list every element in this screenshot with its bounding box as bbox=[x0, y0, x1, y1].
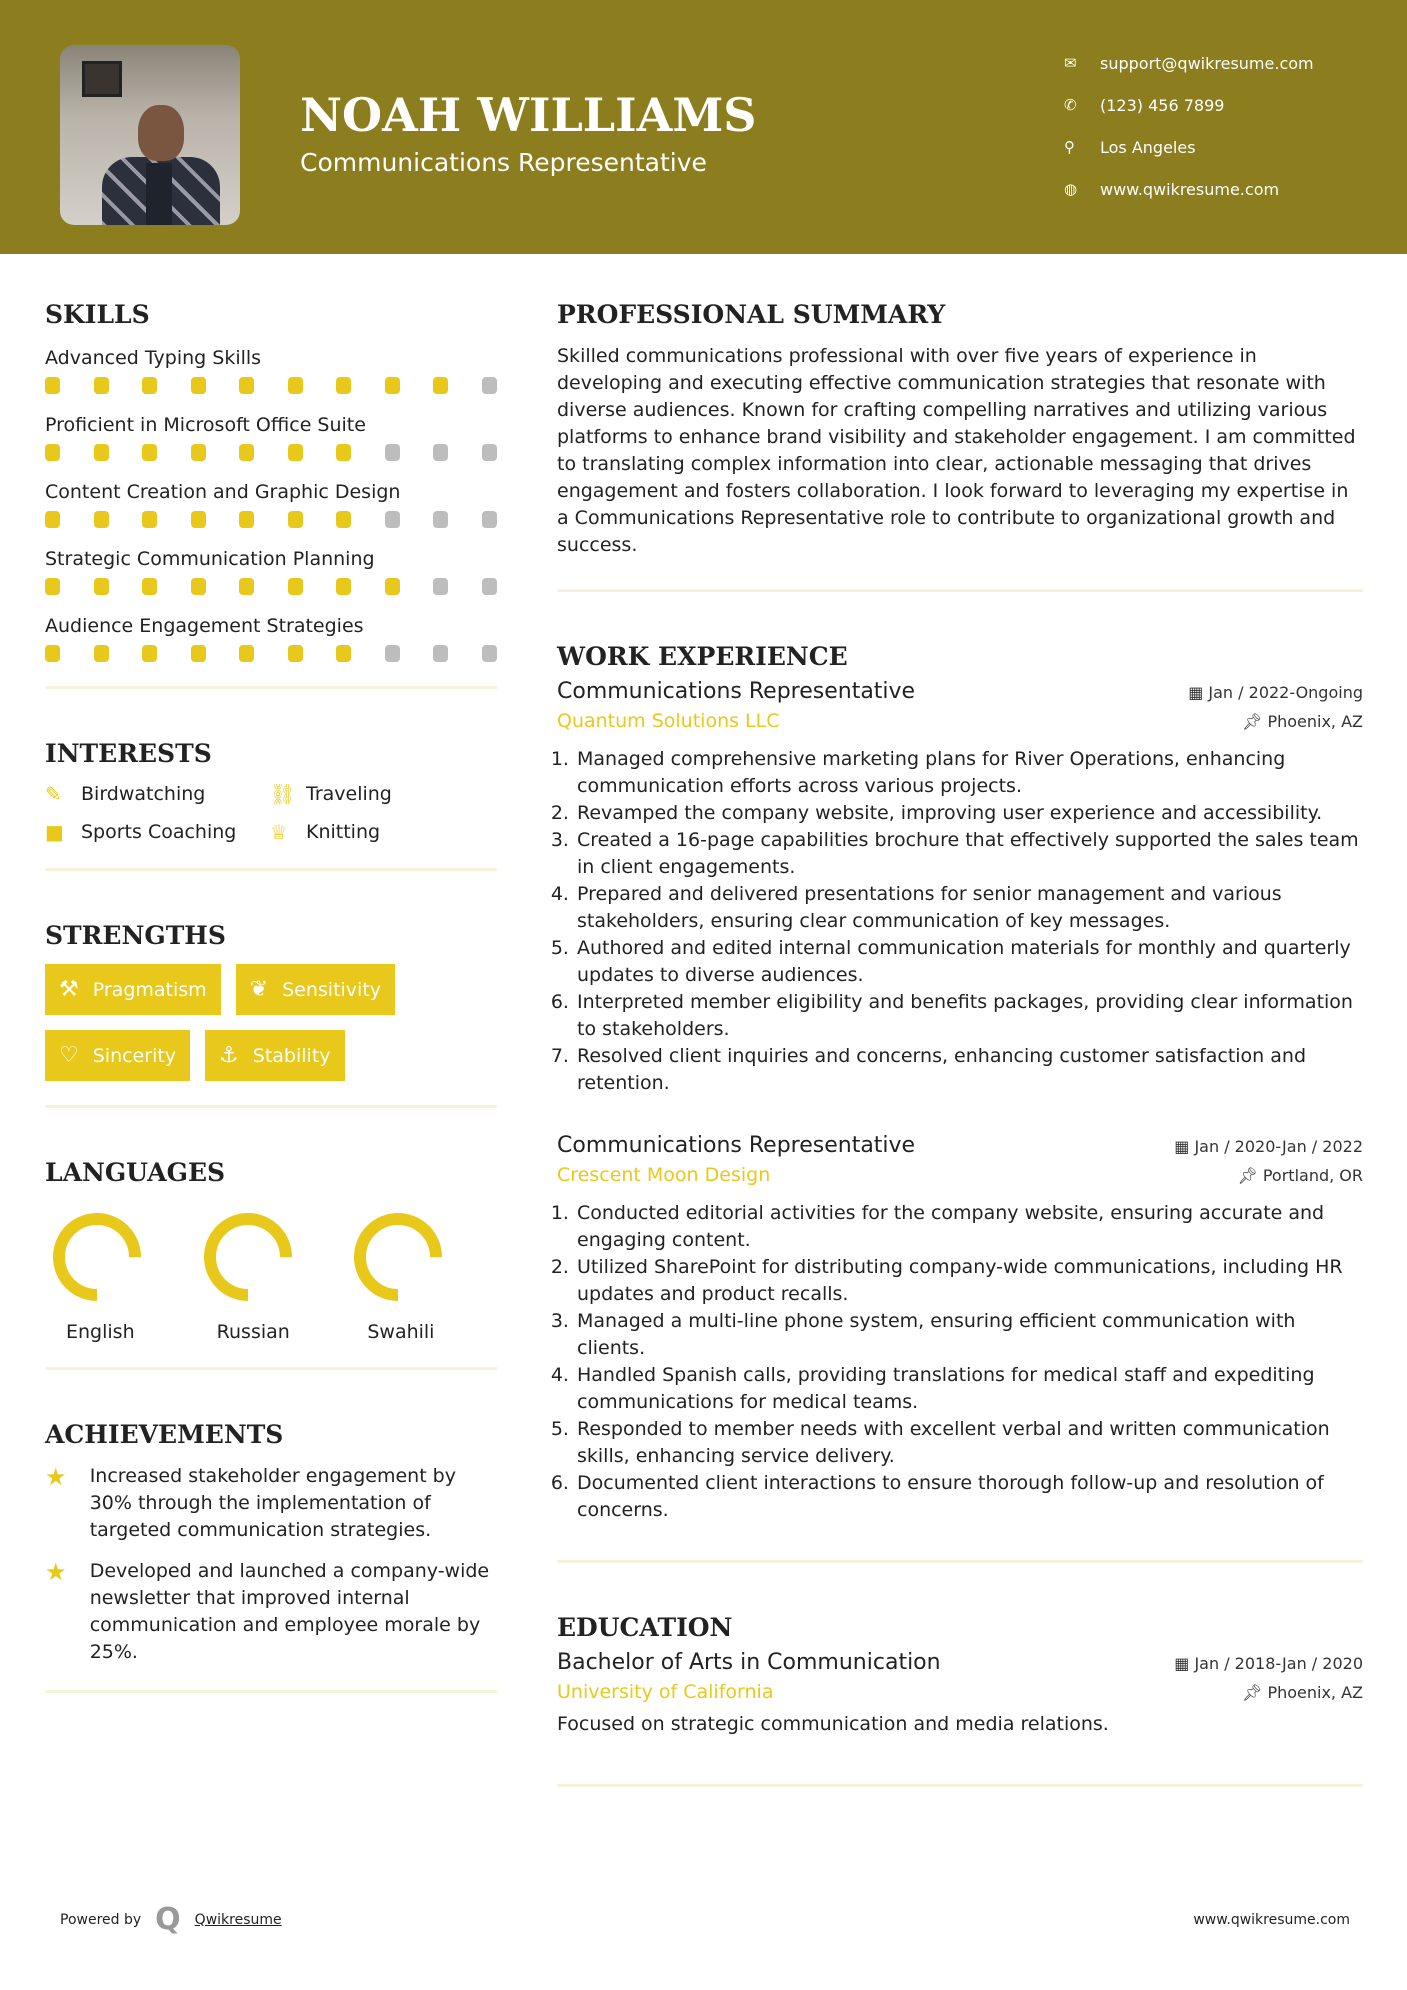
job-bullet: 7. Resolved client inquiries and concerns, enhancing customer satisfaction and retention. bbox=[575, 1043, 1363, 1097]
rating-dot-filled bbox=[191, 511, 206, 528]
divider bbox=[557, 589, 1363, 592]
job-bullet: 6. Documented client interactions to ensure thorough follow-up and resolution of concerns. bbox=[575, 1470, 1363, 1524]
summary-title: PROFESSIONAL SUMMARY bbox=[557, 300, 946, 329]
skill-label: Advanced Typing Skills bbox=[45, 347, 262, 369]
rating-dot-empty bbox=[433, 645, 448, 662]
dates-text: Jan / 2022-Ongoing bbox=[1208, 683, 1363, 702]
job-head bbox=[557, 1133, 1363, 1158]
skill-label: Content Creation and Graphic Design bbox=[45, 481, 401, 503]
rating-dot-filled bbox=[94, 511, 109, 528]
calendar-icon: ▦ bbox=[1174, 1137, 1195, 1156]
rating-dot-empty bbox=[482, 511, 497, 528]
interest-label: Sports Coaching bbox=[81, 821, 237, 843]
rating-dot-filled bbox=[385, 578, 400, 595]
skills-list bbox=[45, 343, 497, 662]
achievements-title: ACHIEVEMENTS bbox=[45, 1420, 284, 1449]
pin-icon: 📌︎ bbox=[1242, 712, 1268, 731]
contact-list bbox=[1064, 42, 1314, 210]
degree: Bachelor of Arts in Communication bbox=[557, 1650, 941, 1675]
job-bullet: 4. Prepared and delivered presentations for senior management and various stakeholders, ensuring clear communication of key messages. bbox=[575, 881, 1363, 935]
rating-dot-filled bbox=[239, 578, 254, 595]
profile-photo bbox=[60, 45, 240, 225]
qwikresume-logo-icon: Q bbox=[155, 1902, 181, 1937]
divider bbox=[557, 1784, 1363, 1787]
contact-text: (123) 456 7899 bbox=[1100, 95, 1225, 115]
job-head bbox=[557, 679, 1363, 704]
rating-dot-filled bbox=[142, 377, 157, 394]
rating-dot-empty bbox=[385, 511, 400, 528]
resume-header bbox=[0, 0, 1407, 254]
education-location bbox=[1242, 1683, 1363, 1702]
rating-dot-filled bbox=[142, 645, 157, 662]
divider bbox=[45, 868, 497, 871]
qwikresume-link[interactable]: Qwikresume bbox=[194, 1911, 282, 1928]
strength-label: Pragmatism bbox=[92, 978, 207, 1001]
rating-dot-filled bbox=[239, 645, 254, 662]
strength-badge bbox=[45, 964, 221, 1015]
rating-dot-filled bbox=[336, 444, 351, 461]
rating-dot-empty bbox=[385, 444, 400, 461]
rating-dot-filled bbox=[288, 377, 303, 394]
star-icon: ★ bbox=[45, 1558, 67, 1586]
rating-dot-filled bbox=[45, 511, 60, 528]
achievement-item bbox=[45, 1463, 497, 1544]
job-bullets bbox=[575, 746, 1363, 1097]
rating-dot-filled bbox=[191, 645, 206, 662]
education-description: Focused on strategic communication and media relations. bbox=[557, 1713, 1109, 1735]
interest-item bbox=[270, 782, 470, 806]
job-dates bbox=[1174, 1137, 1363, 1156]
anchor-icon: ⚓ bbox=[219, 1043, 239, 1068]
rating-dot-filled bbox=[288, 645, 303, 662]
location-text: Phoenix, AZ bbox=[1267, 712, 1363, 731]
rating-dot-empty bbox=[482, 444, 497, 461]
strength-badge bbox=[236, 964, 395, 1015]
strength-label: Sensitivity bbox=[282, 978, 382, 1001]
dates-text: Jan / 2020-Jan / 2022 bbox=[1194, 1137, 1363, 1156]
rating-dot-filled bbox=[433, 377, 448, 394]
pin-icon: 📌︎ bbox=[1242, 1683, 1268, 1702]
languages-title: LANGUAGES bbox=[45, 1158, 226, 1187]
jobs-list bbox=[557, 679, 1363, 1524]
map-pin-icon: ⚲ bbox=[1064, 138, 1075, 156]
rating-dot-empty bbox=[433, 511, 448, 528]
rating-dot-filled bbox=[288, 578, 303, 595]
rating-dot-filled bbox=[94, 578, 109, 595]
dates-text: Jan / 2018-Jan / 2020 bbox=[1194, 1654, 1363, 1673]
rating-dot-filled bbox=[239, 444, 254, 461]
job-bullet: 3. Created a 16-page capabilities brochure that effectively supported the sales team in client engagements. bbox=[575, 827, 1363, 881]
contact-text: www.qwikresume.com bbox=[1100, 179, 1280, 199]
rating-dot-filled bbox=[142, 444, 157, 461]
strengths-list bbox=[45, 964, 497, 1081]
progress-arc bbox=[360, 1219, 436, 1295]
location-text: Phoenix, AZ bbox=[1267, 1683, 1363, 1702]
footer bbox=[60, 1902, 1350, 1937]
progress-arc bbox=[210, 1219, 286, 1295]
rating-dot-filled bbox=[385, 377, 400, 394]
rating-dot-filled bbox=[45, 645, 60, 662]
interest-label: Birdwatching bbox=[81, 783, 206, 805]
summary-text: Skilled communications professional with over five years of experience in developing and executing effective communication strategies that resonate with diverse audiences. Known for crafting compelling narratives and utilizing various platforms to enhance brand visibility and stakeholder engagement. I am committed to translating complex information into clear, actionable messaging that drives engagement and fosters collaboration. I look forward to leveraging my expertise in a Communications Representative role to contribute to organizational growth and success. bbox=[557, 345, 1356, 556]
job-location bbox=[1237, 1166, 1363, 1185]
leaf-icon: ❦ bbox=[249, 977, 269, 1002]
interest-label: Knitting bbox=[306, 821, 381, 843]
school: University of California bbox=[557, 1681, 774, 1703]
interest-item bbox=[270, 820, 470, 844]
pencil-icon: ✎ bbox=[45, 782, 62, 806]
skill-rating bbox=[45, 511, 497, 528]
rating-dot-empty bbox=[433, 578, 448, 595]
skill-rating bbox=[45, 377, 497, 394]
strength-label: Sincerity bbox=[92, 1044, 177, 1067]
contact-website[interactable] bbox=[1064, 168, 1314, 210]
education-dates bbox=[1174, 1654, 1363, 1673]
interest-label: Traveling bbox=[306, 783, 392, 805]
globe-icon: ◍ bbox=[1064, 180, 1078, 198]
skill-rating bbox=[45, 444, 497, 461]
rating-dot-filled bbox=[142, 578, 157, 595]
languages-list bbox=[45, 1201, 497, 1343]
rating-dot-filled bbox=[288, 511, 303, 528]
envelope-icon: ✉ bbox=[1064, 54, 1077, 72]
right-column bbox=[557, 300, 1363, 1837]
language-progress-ring bbox=[198, 1207, 298, 1307]
job-dates bbox=[1188, 683, 1363, 702]
language-item bbox=[196, 1201, 347, 1343]
divider bbox=[45, 1690, 497, 1693]
job-location bbox=[1242, 712, 1363, 731]
skills-title: SKILLS bbox=[45, 300, 150, 329]
calendar-icon: ▦ bbox=[1174, 1654, 1195, 1673]
contact-phone[interactable] bbox=[1064, 84, 1314, 126]
job-bullet: 2. Utilized SharePoint for distributing company-wide communications, including HR updates and product recalls. bbox=[575, 1254, 1363, 1308]
rating-dot-empty bbox=[385, 645, 400, 662]
phone-icon: ✆ bbox=[1064, 96, 1077, 114]
strength-badge bbox=[205, 1030, 344, 1081]
job-title: Communications Representative bbox=[557, 679, 916, 704]
contact-text: support@qwikresume.com bbox=[1100, 53, 1314, 73]
company-name: Crescent Moon Design bbox=[557, 1164, 771, 1186]
rating-dot-filled bbox=[191, 444, 206, 461]
interest-item bbox=[45, 820, 270, 844]
contact-location bbox=[1064, 126, 1314, 168]
powered-by bbox=[60, 1902, 282, 1937]
job-bullet: 3. Managed a multi-line phone system, ensuring efficient communication with clients. bbox=[575, 1308, 1363, 1362]
strength-label: Stability bbox=[252, 1044, 331, 1067]
language-label: Russian bbox=[216, 1321, 290, 1343]
achievement-item bbox=[45, 1558, 497, 1666]
skill-label: Strategic Communication Planning bbox=[45, 548, 375, 570]
progress-arc bbox=[59, 1219, 135, 1295]
heart-icon: ♡ bbox=[59, 1043, 79, 1068]
language-item bbox=[45, 1201, 196, 1343]
rating-dot-filled bbox=[94, 645, 109, 662]
pin-icon: 📌︎ bbox=[1237, 1166, 1263, 1185]
job-sub bbox=[557, 710, 1363, 732]
rating-dot-empty bbox=[482, 377, 497, 394]
job-bullet: 5. Authored and edited internal communication materials for monthly and quarterly updates to diverse audiences. bbox=[575, 935, 1363, 989]
rating-dot-filled bbox=[239, 511, 254, 528]
footer-website[interactable]: www.qwikresume.com bbox=[1193, 1911, 1350, 1928]
powered-by-text: Powered by bbox=[60, 1911, 142, 1928]
job-bullet: 4. Handled Spanish calls, providing translations for medical staff and expediting communications for medical teams. bbox=[575, 1362, 1363, 1416]
contact-text: Los Angeles bbox=[1100, 137, 1196, 157]
education-head bbox=[557, 1650, 1363, 1675]
rating-dot-filled bbox=[191, 377, 206, 394]
rating-dot-filled bbox=[239, 377, 254, 394]
achievement-text: Increased stakeholder engagement by 30% through the implementation of targeted communication strategies. bbox=[89, 1465, 456, 1541]
skill-label: Audience Engagement Strategies bbox=[45, 615, 364, 637]
strengths-title: STRENGTHS bbox=[45, 921, 226, 950]
job-bullets bbox=[575, 1200, 1363, 1524]
rating-dot-filled bbox=[94, 377, 109, 394]
rating-dot-filled bbox=[191, 578, 206, 595]
achievement-text: Developed and launched a company-wide newsletter that improved internal communication and employee morale by 25%. bbox=[89, 1560, 490, 1663]
rating-dot-filled bbox=[45, 578, 60, 595]
trophy-icon: ♕ bbox=[270, 820, 288, 844]
job-bullet: 2. Revamped the company website, improving user experience and accessibility. bbox=[575, 800, 1363, 827]
location-text: Portland, OR bbox=[1262, 1166, 1363, 1185]
strength-badge bbox=[45, 1030, 190, 1081]
binoculars-icon: ⛓ bbox=[270, 782, 296, 806]
education-sub bbox=[557, 1681, 1363, 1703]
rating-dot-filled bbox=[142, 511, 157, 528]
rating-dot-filled bbox=[288, 444, 303, 461]
job-bullet: 6. Interpreted member eligibility and benefits packages, providing clear information to stakeholders. bbox=[575, 989, 1363, 1043]
candidate-title: Communications Representative bbox=[300, 148, 707, 177]
language-label: Swahili bbox=[367, 1321, 435, 1343]
skill-rating bbox=[45, 578, 497, 595]
rating-dot-filled bbox=[45, 444, 60, 461]
company-name: Quantum Solutions LLC bbox=[557, 710, 780, 732]
interest-item bbox=[45, 782, 270, 806]
divider bbox=[45, 1105, 497, 1108]
job-bullet: 5. Responded to member needs with excellent verbal and written communication skills, enhancing service delivery. bbox=[575, 1416, 1363, 1470]
rating-dot-filled bbox=[45, 377, 60, 394]
divider bbox=[45, 1367, 497, 1370]
education-title: EDUCATION bbox=[557, 1613, 733, 1642]
candidate-name: NOAH WILLIAMS bbox=[300, 88, 757, 142]
rating-dot-filled bbox=[336, 645, 351, 662]
star-icon: ★ bbox=[45, 1463, 67, 1491]
divider bbox=[557, 1560, 1363, 1563]
skill-label: Proficient in Microsoft Office Suite bbox=[45, 414, 366, 436]
calendar-icon: ▦ bbox=[1188, 683, 1209, 702]
interests-title: INTERESTS bbox=[45, 739, 212, 768]
rating-dot-empty bbox=[433, 444, 448, 461]
job-sub bbox=[557, 1164, 1363, 1186]
interests-list bbox=[45, 782, 497, 844]
experience-title: WORK EXPERIENCE bbox=[557, 642, 848, 671]
rating-dot-empty bbox=[482, 645, 497, 662]
language-item bbox=[346, 1201, 497, 1343]
rating-dot-filled bbox=[336, 377, 351, 394]
briefcase-icon: ■ bbox=[45, 820, 64, 844]
rating-dot-empty bbox=[482, 578, 497, 595]
language-progress-ring bbox=[348, 1207, 448, 1307]
rating-dot-filled bbox=[336, 578, 351, 595]
gavel-icon: ⚒ bbox=[59, 977, 79, 1002]
rating-dot-filled bbox=[94, 444, 109, 461]
divider bbox=[45, 686, 497, 689]
job-entry bbox=[557, 679, 1363, 1097]
job-bullet: 1. Conducted editorial activities for the company website, ensuring accurate and engaging content. bbox=[575, 1200, 1363, 1254]
skill-rating bbox=[45, 645, 497, 662]
job-bullet: 1. Managed comprehensive marketing plans for River Operations, enhancing communication efforts across various projects. bbox=[575, 746, 1363, 800]
job-title: Communications Representative bbox=[557, 1133, 916, 1158]
language-label: English bbox=[66, 1321, 135, 1343]
rating-dot-filled bbox=[336, 511, 351, 528]
job-entry bbox=[557, 1133, 1363, 1524]
language-progress-ring bbox=[47, 1207, 147, 1307]
left-column bbox=[45, 300, 497, 1743]
contact-email[interactable] bbox=[1064, 42, 1314, 84]
